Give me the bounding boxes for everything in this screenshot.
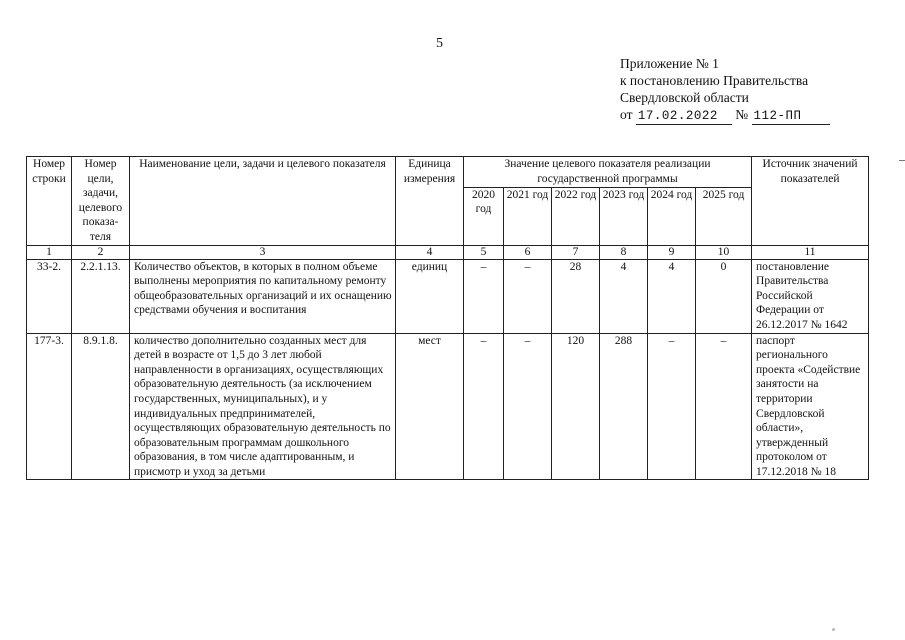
value-2023: 288 — [600, 333, 648, 480]
header-year-2020: 2020 год — [464, 187, 504, 245]
appendix-region-line: Свердловской области — [620, 90, 749, 105]
value-2024: – — [648, 333, 696, 480]
appendix-resolution-line: к постановлению Правительства — [620, 73, 809, 88]
number-label: № — [735, 107, 749, 122]
header-goal-no: Номер цели, задачи, целевого показа-теля — [72, 157, 130, 246]
source: постановление Правительства Российской Федерации от 26.12.2017 № 1642 — [752, 259, 869, 333]
column-number: 6 — [504, 245, 552, 259]
header-year-2025: 2025 год — [696, 187, 752, 245]
header-year-2022: 2022 год — [552, 187, 600, 245]
table-row — [27, 333, 869, 480]
value-2021: – — [504, 333, 552, 480]
header-row-no: Номер строки — [27, 157, 72, 246]
value-2020: – — [464, 333, 504, 480]
goal-number: 8.9.1.8. — [72, 333, 130, 480]
row-number: 33-2. — [27, 259, 72, 333]
resolution-number: 112-ПП — [752, 109, 830, 125]
header-name: Наименование цели, задачи и целевого показателя — [130, 157, 396, 246]
column-number: 4 — [396, 245, 464, 259]
page-number: 5 — [436, 36, 443, 51]
header-year-2021: 2021 год — [504, 187, 552, 245]
column-number: 3 — [130, 245, 396, 259]
scan-dot — [832, 628, 835, 631]
value-2020: – — [464, 259, 504, 333]
column-number: 11 — [752, 245, 869, 259]
column-number: 5 — [464, 245, 504, 259]
column-number: 7 — [552, 245, 600, 259]
header-year-2023: 2023 год — [600, 187, 648, 245]
column-number: 9 — [648, 245, 696, 259]
unit: мест — [396, 333, 464, 480]
value-2025: – — [696, 333, 752, 480]
value-2024: 4 — [648, 259, 696, 333]
value-2021: – — [504, 259, 552, 333]
header-unit: Единица измерения — [396, 157, 464, 246]
appendix-header — [620, 55, 830, 125]
header-row — [27, 157, 869, 188]
row-number: 177-3. — [27, 333, 72, 480]
value-2022: 120 — [552, 333, 600, 480]
header-values-group: Значение целевого показателя реализации государственной программы — [464, 157, 752, 188]
margin-mark — [899, 160, 905, 161]
from-label: от — [620, 107, 633, 122]
column-number: 8 — [600, 245, 648, 259]
header-source: Источник значений показателей — [752, 157, 869, 246]
column-number: 2 — [72, 245, 130, 259]
goal-number: 2.2.1.13. — [72, 259, 130, 333]
unit: единиц — [396, 259, 464, 333]
appendix-title: Приложение № 1 — [620, 56, 719, 71]
column-number: 1 — [27, 245, 72, 259]
indicator-name: Количество объектов, в которых в полном объеме выполнены мероприятия по капитальному ремонту общеобразовательных организаций и их оснащению средствами обучения и воспитания — [130, 259, 396, 333]
indicator-name: количество дополнительно созданных мест для детей в возрасте от 1,5 до 3 лет любой направленности в организациях, осуществляющих образовательную деятельность (за исключением государственных, муниципальных), и у индивидуальных предпринимателей, осуществляющих образовательную деятельность по образовательным программам дошкольного образования, в том числе адаптированным, и присмотр и уход за детьми — [130, 333, 396, 480]
source: паспорт регионального проекта «Содействие занятости на территории Свердловской области», утвержденный протоколом от 17.12.2018 № 18 — [752, 333, 869, 480]
value-2022: 28 — [552, 259, 600, 333]
indicators-table — [26, 156, 869, 480]
column-number: 10 — [696, 245, 752, 259]
appendix-date-line — [620, 106, 830, 125]
header-year-2024: 2024 год — [648, 187, 696, 245]
resolution-date: 17.02.2022 — [636, 109, 732, 125]
value-2023: 4 — [600, 259, 648, 333]
value-2025: 0 — [696, 259, 752, 333]
table-row — [27, 259, 869, 333]
column-numbers-row — [27, 245, 869, 259]
